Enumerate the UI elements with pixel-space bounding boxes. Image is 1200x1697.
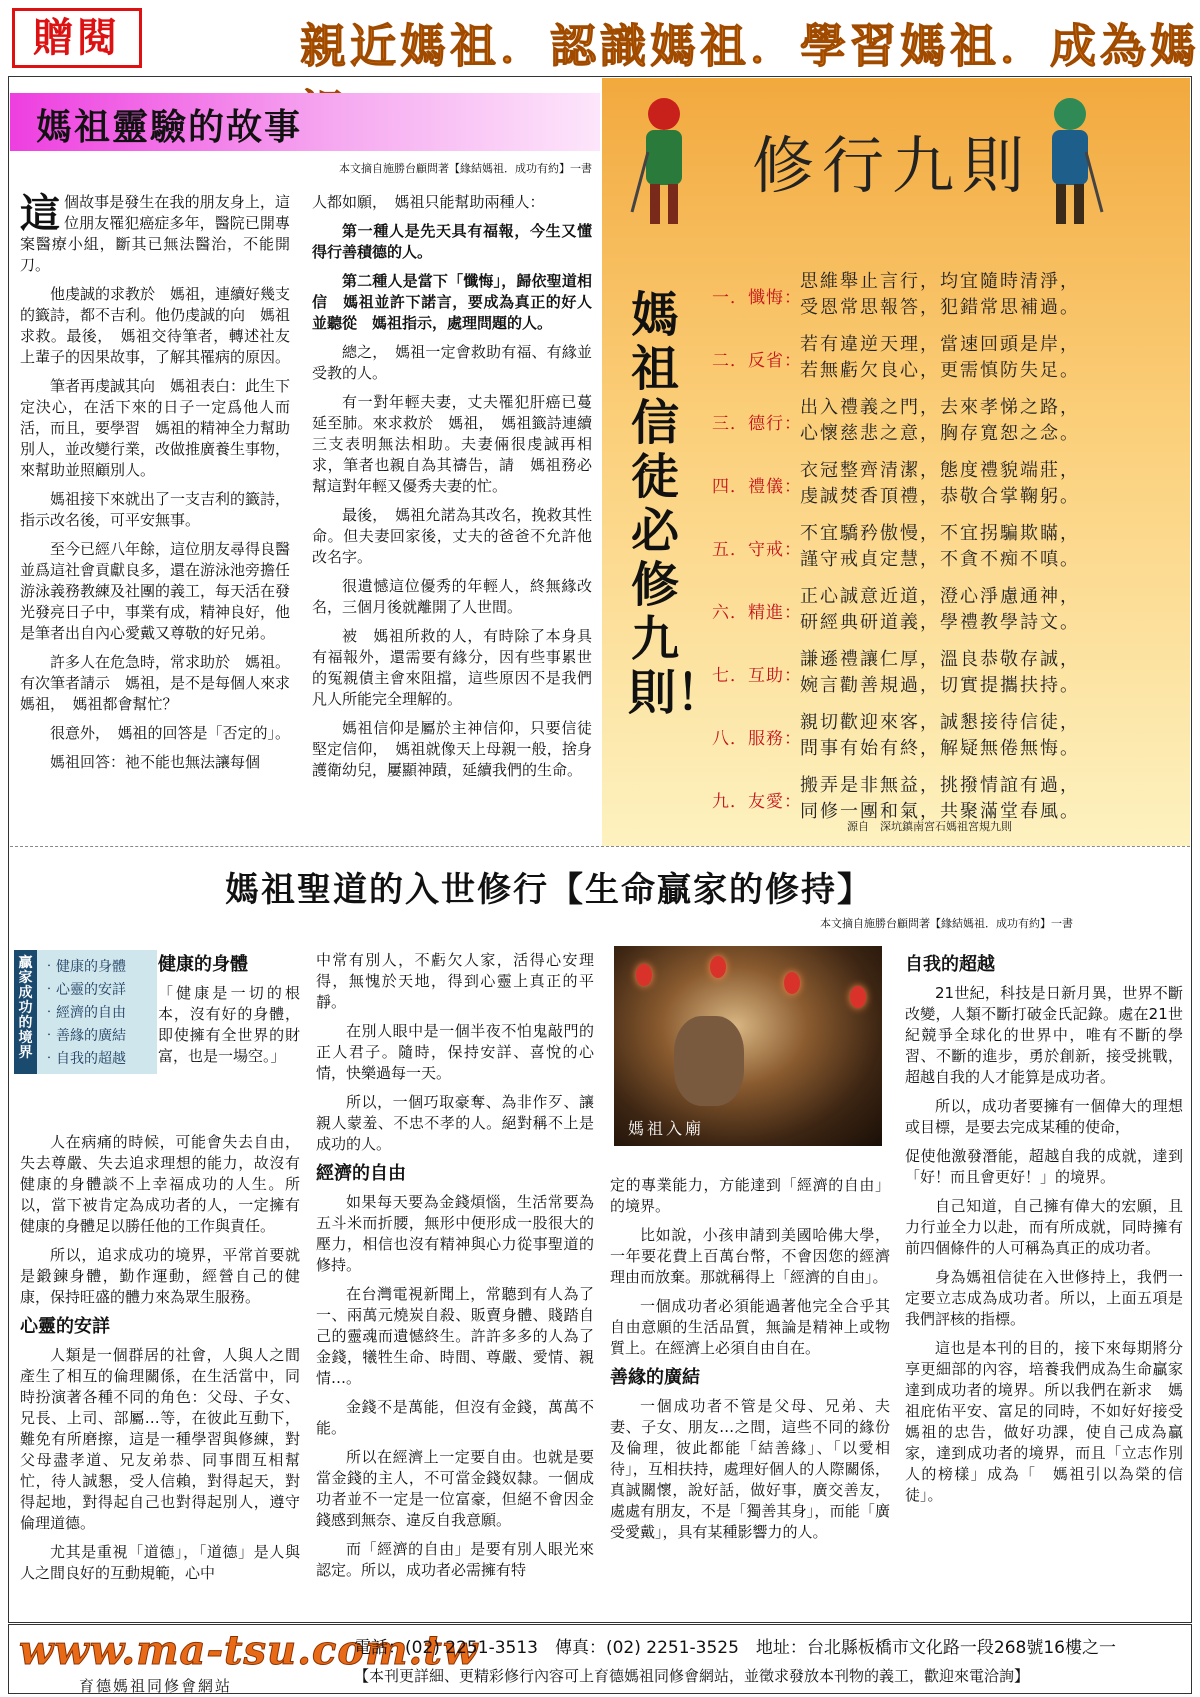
footer [8, 1624, 1192, 1694]
lantern-icon [850, 986, 866, 1008]
masthead [0, 0, 1200, 76]
article-paragraph: 人在病痛的時候，可能會失去自由，失去尊嚴、失去追求理想的能力，故沒有健康的身體談不上幸福成功的人生。所以，當下被肯定為成功者的人，一定擁有健康的身體足以勝任他的工作與責任。 [20, 1133, 300, 1235]
article-paragraph: 中常有別人，不虧欠人家，活得心安理得，無愧於天地，得到心靈上真正的平靜。 [316, 951, 594, 1011]
story-paragraph: 最後， 媽祖允諾為其改名，挽救其性命。但夫妻回家後，丈夫的爸爸不允許他改名字。 [312, 506, 592, 566]
section-heading-economy: 經濟的自由 [316, 1163, 406, 1184]
rule-line: 衣冠整齊清潔，態度禮貌端莊， [800, 460, 1080, 481]
rules-list [712, 263, 1182, 830]
keybox-vertical-label: 贏家成功的境界 [14, 950, 37, 1074]
rule-label: 二．反省： [712, 351, 802, 371]
procession-photo [614, 946, 882, 1146]
rule-line: 謹守戒貞定慧，不貪不痴不嗔。 [800, 549, 1080, 570]
article-paragraph: 這也是本刊的目的，接下來每期將分享更細部的內容，培養我們成為生命贏家達到成功者的境界。所以我們在新求 媽祖庇佑平安、富足的同時，不如好好接受 媽祖的忠告，做好功課，使自己成為贏家，達到成功者的境界，而且「立志作別人的榜樣」成為「 媽祖引以為榮的信徒」。 [905, 1339, 1199, 1504]
story-paragraph: 人都如願， 媽祖只能幫助兩種人： [312, 193, 545, 211]
article-paragraph: 如果每天要為金錢煩惱，生活常要為五斗米而折腰，無形中便形成一股很大的壓力，相信也沒有精神與心力從事聖道的修持。 [316, 1193, 594, 1274]
rule-item [712, 389, 1182, 452]
website-link[interactable]: www.ma-tsu.com.tw [19, 1627, 479, 1674]
section-heading-mind: 心靈的安詳 [20, 1316, 110, 1337]
rule-item [712, 263, 1182, 326]
rule-item [712, 578, 1182, 641]
story-title-bar [10, 93, 600, 151]
rule-line: 心懷慈悲之意，胸存寬恕之念。 [800, 423, 1080, 444]
rule-line: 若有違逆天理，當速回頭是岸， [800, 334, 1080, 355]
list-item: ‧經濟的自由 [42, 1005, 126, 1021]
story-paragraph: 很遺憾這位優秀的年輕人，終無緣改名，三個月後就離開了人世間。 [312, 577, 592, 616]
article-paragraph: 所以，追求成功的境界，平常首要就是鍛鍊身體，勤作運動，經營自己的健康，保持旺盛的體力來為眾生服務。 [20, 1246, 300, 1306]
rule-item [712, 326, 1182, 389]
rule-line: 婉言勸善規過，切實提攜扶持。 [800, 675, 1080, 696]
story-paragraph: 這個故事是發生在我的朋友身上，這位朋友罹犯癌症多年，醫院已開專案醫療小組，斷其已無法醫治，不能開刀。 [20, 190, 290, 274]
section-heading-karma: 善緣的廣結 [610, 1367, 700, 1388]
article-paragraph: 而「經濟的自由」是要有別人眼光來認定。所以，成功者必需擁有特 [316, 1540, 594, 1579]
contact-info: 電話：(02) 2251-3513 傳真：(02) 2251-3525 地址：台北縣板橋市文化路一段268號16樓之一 [354, 1638, 1117, 1658]
section-heading-health: 健康的身體 [158, 954, 248, 975]
rule-line: 親切歡迎來客，誠懇接待信徒， [800, 712, 1080, 733]
rule-label: 八．服務： [712, 729, 802, 749]
rule-line: 若無虧欠良心，更需慎防失足。 [800, 360, 1080, 381]
story-paragraph: 至今已經八年餘，這位朋友尋得良醫並爲這社會貢獻良多，還在游泳池旁擔任游泳義務教練及社團的義工，每天活在發光發亮日子中，事業有成，精神良好，他是筆者出自內心愛戴又尊敬的好兄弟。 [20, 540, 291, 642]
article-paragraph: 所以在經濟上一定要自由。也就是要當金錢的主人，不可當金錢奴隸。一個成功者並不一定是一位富豪，但絕不會因金錢感到無奈、違反自我意願。 [316, 1448, 594, 1529]
story-paragraph: 媽祖回答：祂不能也無法讓每個 [50, 753, 261, 771]
rule-line: 謙遜禮讓仁厚，溫良恭敬存誠， [800, 649, 1080, 670]
bearer-figure [674, 1016, 744, 1106]
article-paragraph: 促使他激發潛能，超越自我的成就，達到「好！而且會更好！」的境界。 [905, 1147, 1183, 1186]
keybox-list [42, 956, 126, 1071]
rule-line: 正心誠意近道，澄心淨慮通神， [800, 586, 1080, 607]
rule-item [712, 641, 1182, 704]
article-paragraph: 人類是一個群居的社會，人與人之間產生了相互的倫理關係，在生活當中，同時扮演著各種不同的角色：父母、子女、兄長、上司、部屬…等，在彼此互動下，難免有所磨擦，這是一種學習與修練，對父母盡孝道、兄友弟恭、同事間互相幫忙，待人誠懇，受人信賴，對得起天，對得起地，對得起自己也對得起別人，遵守倫理道德。 [20, 1346, 300, 1532]
article-title: 媽祖聖道的入世修行【生命贏家的修持】 [225, 870, 873, 910]
rule-label: 七．互助： [712, 666, 802, 686]
article-paragraph: 所以，一個巧取豪奪、為非作歹、讓親人蒙羞、不忠不孝的人。絕對稱不上是成功的人。 [316, 1093, 594, 1153]
story-paragraph: 很意外， 媽祖的回答是「否定的」。 [50, 724, 291, 742]
rule-item [712, 452, 1182, 515]
story-paragraph: 媽祖信仰是屬於主神信仰，只要信徒堅定信仰， 媽祖就像天上母親一般，捨身護衛幼兒，屢顯神蹟，延續我們的生命。 [312, 719, 592, 779]
lantern-icon [636, 964, 652, 986]
rule-line: 思維舉止言行，均宜隨時清淨， [800, 271, 1080, 292]
rule-line: 不宜驕矜傲慢，不宜拐騙欺瞞， [800, 523, 1080, 544]
list-item: ‧心靈的安詳 [42, 982, 126, 998]
story-paragraph: 有一對年輕夫妻，丈夫罹犯肝癌已蔓延至肺。來求救於 媽祖， 媽祖籤詩連續三支表明無法相助。夫妻倆很虔誠再相求，筆者也親自為其禱告，請 媽祖務必幫這對年輕又優秀夫妻的忙。 [312, 393, 592, 495]
story-title: 媽祖靈驗的故事 [36, 106, 303, 148]
article-paragraph: 所以，成功者要擁有一個偉大的理想或目標，是要去完成某種的使命， [905, 1097, 1183, 1136]
story-paragraph: 許多人在危急時，常求助於 媽祖。有次筆者請示 媽祖，是不是每個人來求 媽祖， 媽祖都會幫忙？ [20, 653, 306, 713]
article-paragraph: 金錢不是萬能，但沒有金錢，萬萬不能。 [316, 1398, 594, 1437]
article-paragraph: 尤其是重視「道德」，「道德」是人與人之間良好的互動規範，心中 [20, 1543, 300, 1582]
nine-rules-panel [602, 78, 1190, 846]
article-paragraph: 在別人眼中是一個半夜不怕鬼敲門的正人君子。隨時，保持安詳、喜悅的心情，快樂過每一天。 [316, 1022, 594, 1082]
article-paragraph: 身為媽祖信徒在入世修持上，我們一定要立志成為成功者。所以，上面五項是我們評核的指標。 [905, 1268, 1183, 1328]
story-paragraph: 他虔誠的求教於 媽祖，連續好幾支的籤詩，都不吉利。他仍虔誠的向 媽祖求救。最後， 媽祖交待筆者，轉述社友上輩子的因果故事，了解其罹病的原因。 [20, 285, 291, 366]
story-byline: 本文摘自施勝台顧問著【緣結媽祖．成功有約】一書 [339, 162, 592, 175]
article-paragraph: 自己知道，自己擁有偉大的宏願，且力行並全力以赴，而有所成就，同時擁有前四個條件的人可稱為真正的成功者。 [905, 1197, 1183, 1257]
article-paragraph: 一個成功者不管是父母、兄弟、夫妻、子女、朋友…之間，這些不同的緣份及倫理，彼此都能「結善緣」、「以愛相待」，互相扶持，處理好個人的人際關係，真誠關懷，說好話，做好事，廣交善友，處處有朋友，不是「獨善其身」，而能「廣受愛戴」，具有某種影響力的人。 [610, 1397, 890, 1541]
rule-line: 出入禮義之門，去來孝悌之路， [800, 397, 1080, 418]
story-paragraph: 被 媽祖所救的人，有時除了本身具有福報外，還需要有緣分，因有些事累世的冤親債主會來阻擋，這些原因不是我們凡人所能完全理解的。 [312, 627, 592, 708]
article-column-1 [20, 1132, 300, 1592]
rule-line: 問事有始有終，解疑無倦無悔。 [800, 738, 1080, 759]
story-paragraph: 總之， 媽祖一定會救助有福、有緣並受教的人。 [312, 343, 592, 382]
temple-guardian-green-icon [1034, 92, 1106, 232]
story-paragraph: 媽祖接下來就出了一支吉利的籤詩，指示改名後，可平安無事。 [20, 490, 291, 529]
section-heading-self: 自我的超越 [905, 954, 995, 975]
rule-item [712, 704, 1182, 767]
rule-label: 一．懺悔： [712, 288, 802, 308]
rule-label: 三．德行： [712, 414, 802, 434]
temple-guardian-red-icon [628, 92, 700, 232]
vertical-heading: 媽祖信徒必修九則！ [628, 287, 725, 721]
lantern-icon [784, 972, 800, 994]
rules-source: 源自 深坑鎮南宮石媽祖宮規九則 [847, 820, 1012, 833]
photo-caption: 媽祖入廟 [628, 1119, 705, 1138]
article-paragraph: 21世紀，科技是日新月異，世界不斷改變，人類不斷打破金氏記錄。處在21世紀競爭全球化的世界中，唯有不斷的學習、不斷的進步，勇於創新，接受挑戰，超越自我的人才能算是成功者。 [905, 984, 1183, 1086]
story-column-2 [312, 192, 592, 789]
rule-label: 四．禮儀： [712, 477, 802, 497]
article-column-2 [316, 950, 594, 1589]
article-paragraph: 在台灣電視新聞上，常聽到有人為了一、兩萬元燒炭自殺、販賣身體、賤踏自己的靈魂而遺憾終生。許許多多的人為了金錢，犧牲生命、時間、尊嚴、愛情、親情…。 [316, 1285, 594, 1387]
article-paragraph: 比如說，小孩申請到美國哈佛大學，一年要花費上百萬台幣，不會因您的經濟理由而放棄。那就稱得上「經濟的自由」。 [610, 1226, 890, 1286]
article-paragraph: 一個成功者必須能過著他完全合乎其自由意願的生活品質，無論是精神上或物質上。在經濟上必須自由自在。 [610, 1297, 890, 1357]
rule-label: 九．友愛： [712, 792, 802, 812]
article-column-4 [905, 950, 1199, 1514]
complimentary-stamp: 贈閱 [12, 8, 142, 68]
drop-cap: 這 [20, 190, 60, 237]
health-intro [158, 950, 300, 1067]
slogan: 親近媽祖．認識媽祖．學習媽祖．成為媽 [300, 19, 1200, 73]
story-column-1 [20, 190, 306, 781]
rule-label: 六．精進： [712, 603, 802, 623]
rule-line: 虔誠焚香頂禮，恭敬合掌鞠躬。 [800, 486, 1080, 507]
story-paragraph: 第一種人是先天具有福報，今生又懂得行善積德的人。 [312, 222, 592, 261]
section-divider [10, 846, 1190, 847]
nine-rules-title: 修行九則 [752, 129, 1033, 202]
rule-line: 搬弄是非無益，挑撥情誼有過， [800, 775, 1080, 796]
list-item: ‧善緣的廣結 [42, 1028, 126, 1044]
article-column-3 [610, 1175, 890, 1551]
rule-item [712, 515, 1182, 578]
success-key-box [14, 950, 157, 1074]
rule-line: 同修一團和氣，共聚滿堂春風。 [800, 801, 1080, 822]
article-paragraph: 定的專業能力，方能達到「經濟的自由」的境界。 [610, 1176, 890, 1215]
list-item: ‧自我的超越 [42, 1051, 126, 1067]
health-quote: 「健康是一切的根本，沒有好的身體，即使擁有全世界的財富，也是一場空。」 [158, 984, 300, 1065]
organization-name: 育德媽祖同修會網站 [79, 1677, 233, 1695]
footer-notice: 【本刊更詳細、更精彩修行內容可上育德媽祖同修會網站，並徵求發放本刊物的義工，歡迎來電洽詢】 [354, 1667, 1030, 1685]
list-item: ‧健康的身體 [42, 959, 126, 975]
rule-line: 受恩常思報答，犯錯常思補過。 [800, 297, 1080, 318]
rule-line: 研經典研道義，學禮教學詩文。 [800, 612, 1080, 633]
article-byline: 本文摘自施勝台顧問著【緣結媽祖．成功有約】一書 [820, 917, 1073, 930]
rule-label: 五．守戒： [712, 540, 802, 560]
story-paragraph: 第二種人是當下「懺悔」，歸依聖道相信 媽祖並許下諾言，要成為真正的好人並聽從 媽祖指示，處理問題的人。 [312, 272, 592, 332]
story-paragraph: 筆者再虔誠其向 媽祖表白：此生下定決心，在活下來的日子一定爲他人而活，而且，要學習 媽祖的精神全力幫助別人，並改變行業，改做推廣養生事物，來幫助並照顧別人。 [20, 377, 291, 479]
lantern-icon [710, 956, 726, 978]
